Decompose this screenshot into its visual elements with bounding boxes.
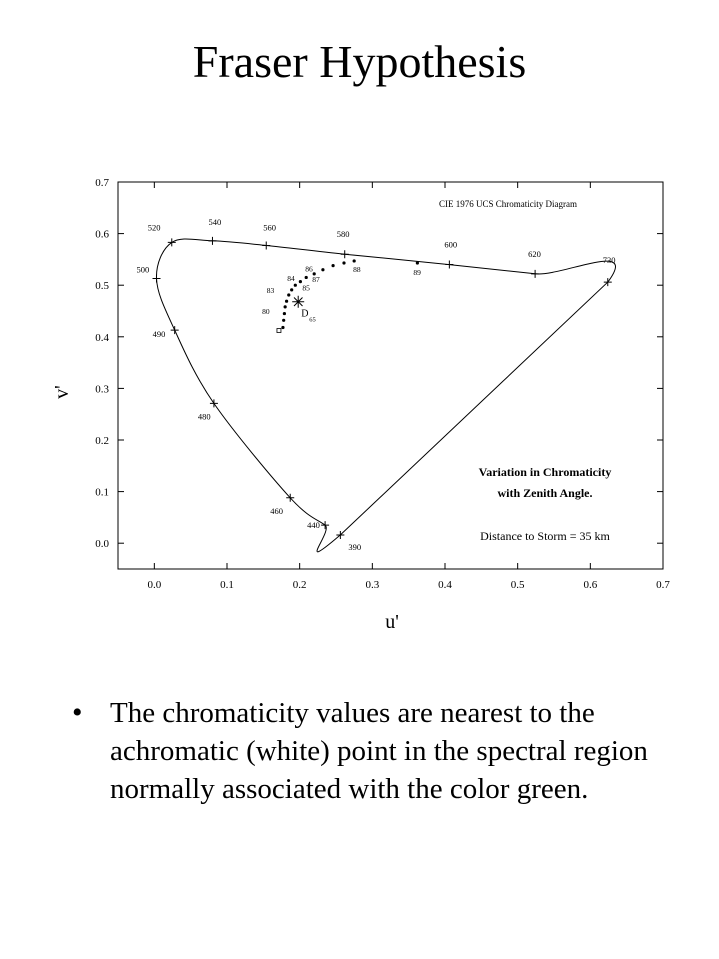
y-axis-label: v' <box>51 385 73 399</box>
spectral-locus-curve <box>156 239 615 552</box>
zenith-point <box>282 319 285 322</box>
wavelength-label: 390 <box>348 541 362 552</box>
x-tick-label: 0.0 <box>147 579 162 591</box>
wavelength-label: 730 <box>602 255 616 266</box>
white-point-subscript: 65 <box>309 316 316 324</box>
zenith-point <box>321 268 324 271</box>
zenith-point <box>285 300 288 303</box>
spectral-locus <box>137 217 616 552</box>
y-tick-label: 0.7 <box>95 177 109 189</box>
wavelength-label: 460 <box>270 505 283 516</box>
zenith-label: 83 <box>266 286 275 296</box>
wavelength-label: 490 <box>152 329 166 340</box>
x-tick-label: 0.7 <box>656 579 670 591</box>
zenith-point <box>342 261 345 264</box>
y-tick-label: 0.2 <box>95 435 109 447</box>
x-tick-label: 0.3 <box>365 579 380 591</box>
zenith-point <box>331 264 334 267</box>
series-start-marker <box>277 329 281 333</box>
locus-marker <box>153 274 161 282</box>
zenith-point <box>416 261 419 264</box>
annotation-zenith-angle: with Zenith Angle. <box>497 486 593 500</box>
x-tick-label: 0.1 <box>220 579 234 591</box>
x-tick-label: 0.5 <box>510 579 525 591</box>
wavelength-label: 500 <box>136 264 150 275</box>
locus-marker <box>321 521 329 529</box>
zenith-label: 84 <box>287 274 295 284</box>
y-tick-label: 0.6 <box>95 228 109 241</box>
zenith-series <box>262 259 421 332</box>
x-axis-label: u' <box>385 611 399 633</box>
wavelength-label: 580 <box>336 229 350 240</box>
zenith-point <box>290 288 293 291</box>
white-point-marker <box>292 296 304 308</box>
locus-marker <box>531 270 539 278</box>
zenith-point <box>281 326 284 329</box>
white-point-label: D <box>301 308 309 320</box>
zenith-point <box>284 305 287 308</box>
wavelength-label: 560 <box>263 222 276 233</box>
wavelength-label: 620 <box>528 248 541 259</box>
locus-marker <box>445 261 453 269</box>
slide-title: Fraser Hypothesis <box>192 36 527 87</box>
bullet-icon: • <box>72 696 83 729</box>
annotation-distance: Distance to Storm = 35 km <box>480 529 610 543</box>
wavelength-label: 520 <box>147 222 161 233</box>
zenith-point <box>283 312 286 315</box>
zenith-point <box>287 293 290 296</box>
wavelength-label: 600 <box>444 239 458 250</box>
locus-marker <box>210 399 218 407</box>
locus-marker <box>262 241 270 249</box>
locus-marker <box>341 250 349 258</box>
chart-labels <box>51 199 611 633</box>
y-tick-label: 0.1 <box>95 486 109 499</box>
wavelength-label: 480 <box>197 411 211 422</box>
x-tick-label: 0.6 <box>583 579 598 591</box>
locus-marker <box>171 326 179 334</box>
wavelength-label: 540 <box>208 216 222 227</box>
zenith-label: 80 <box>262 306 270 316</box>
locus-marker <box>208 237 216 245</box>
zenith-label: 85 <box>302 283 310 293</box>
x-tick-label: 0.4 <box>438 579 452 591</box>
bullet-text: The chromaticity values are nearest to the achromatic (white) point in the spectral region normally associated with the color green. <box>110 697 648 805</box>
zenith-point <box>305 276 308 279</box>
chart-title: CIE 1976 UCS Chromaticity Diagram <box>439 199 577 209</box>
zenith-label: 88 <box>353 264 361 274</box>
x-tick-label: 0.2 <box>292 579 307 591</box>
y-tick-label: 0.5 <box>95 280 109 293</box>
y-tick-label: 0.3 <box>95 383 109 396</box>
wavelength-label: 440 <box>307 520 320 531</box>
zenith-point <box>294 284 297 287</box>
bullet-item <box>72 694 672 808</box>
y-tick-label: 0.0 <box>95 538 109 551</box>
zenith-label: 87 <box>312 274 320 284</box>
zenith-label: 89 <box>413 268 421 278</box>
annotation-variation: Variation in Chromaticity <box>478 465 612 479</box>
zenith-label: 86 <box>305 264 313 274</box>
y-tick-label: 0.4 <box>95 331 109 344</box>
zenith-point <box>353 259 356 262</box>
